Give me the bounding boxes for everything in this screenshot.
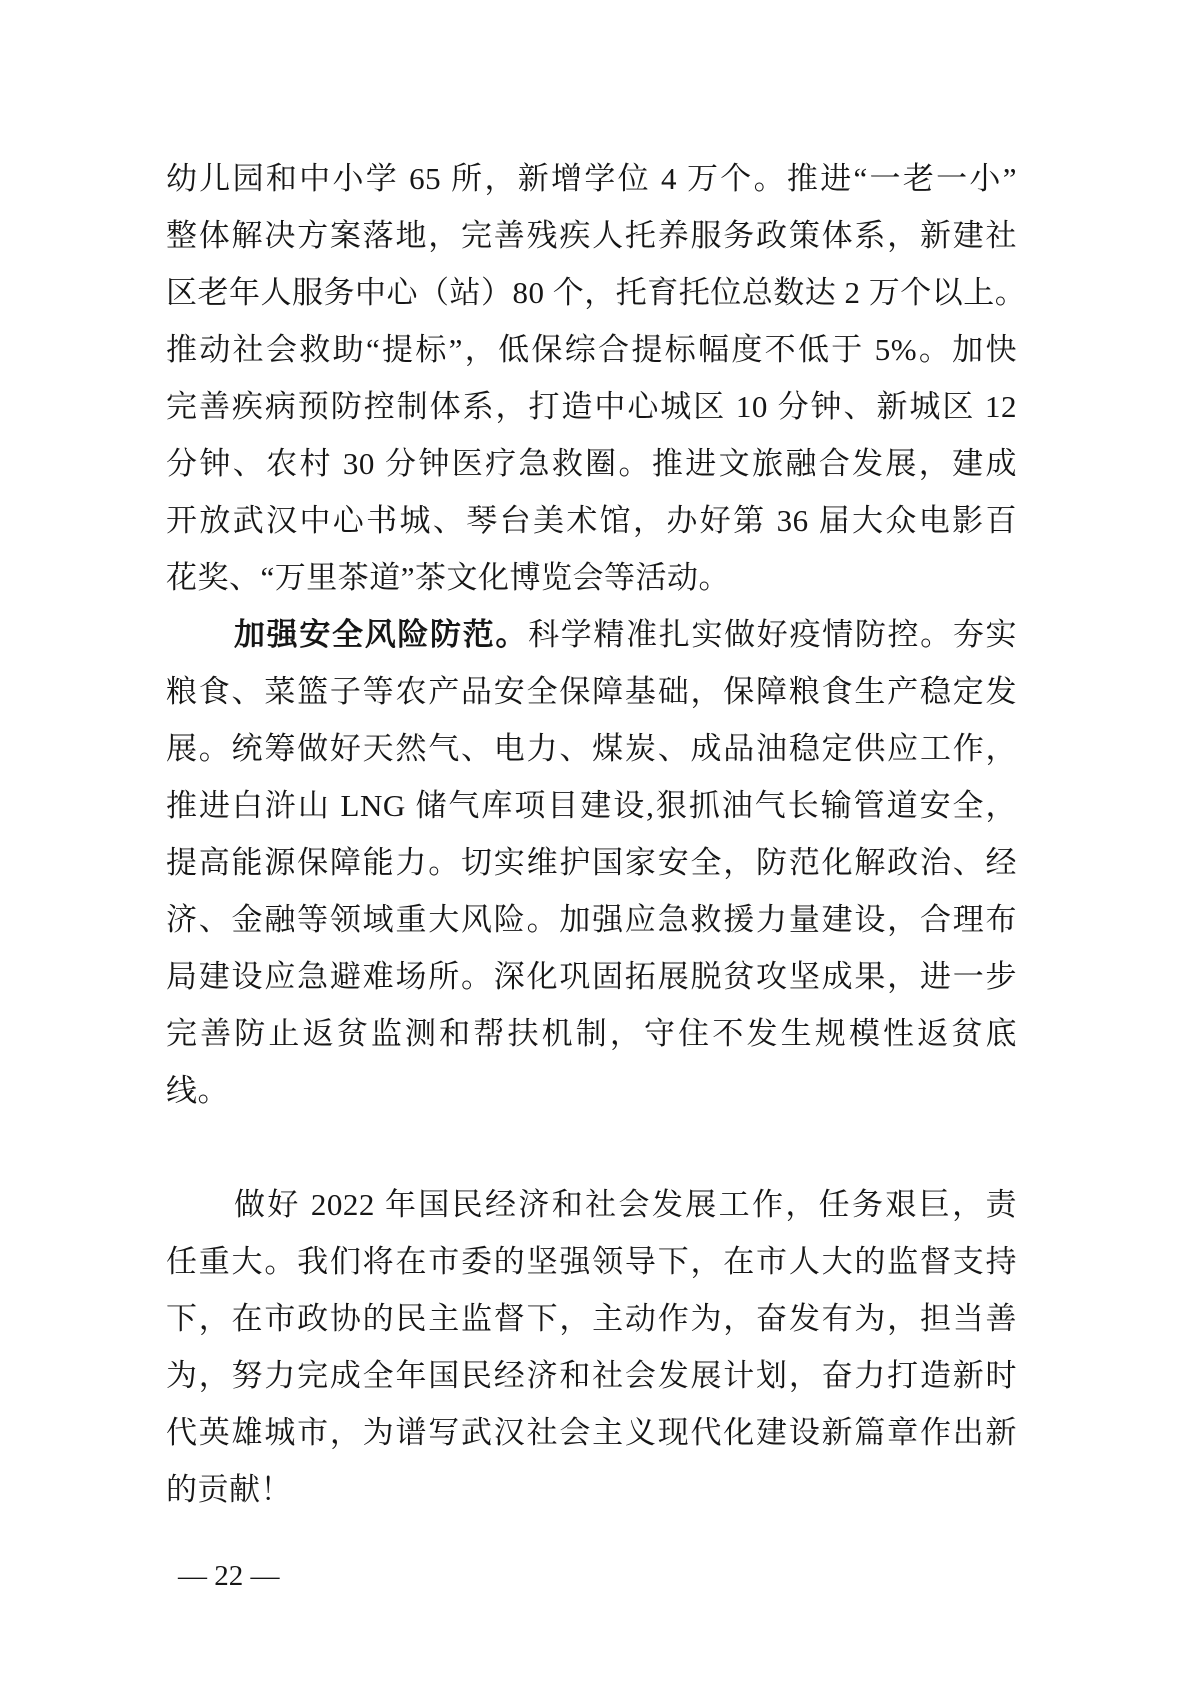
text-line (166, 891, 1017, 948)
text-segment: 幼儿园和中小学 65 所，新增学位 4 万个。推进“一老一小” (166, 161, 1017, 196)
text-segment: 粮食、菜篮子等农产品安全保障基础，保障粮食生产稳定发 (166, 674, 1017, 709)
text-line (166, 948, 1017, 1005)
document-body (166, 150, 1027, 1518)
text-line (166, 1347, 1017, 1404)
page-number: — 22 — (178, 1560, 280, 1592)
text-line (166, 720, 1017, 777)
text-line (166, 1005, 1017, 1062)
text-segment: 任重大。我们将在市委的坚强领导下，在市人大的监督支持 (166, 1244, 1017, 1279)
text-segment: 花奖、“万里茶道”茶文化博览会等活动。 (166, 560, 731, 595)
text-line (166, 1404, 1017, 1461)
text-segment: 开放武汉中心书城、琴台美术馆，办好第 36 届大众电影百 (166, 503, 1017, 538)
text-line (166, 549, 1017, 606)
text-line (166, 1176, 1017, 1233)
text-segment: 为，努力完成全年国民经济和社会发展计划，奋力打造新时 (166, 1358, 1017, 1393)
text-segment: 整体解决方案落地，完善残疾人托养服务政策体系，新建社 (166, 218, 1017, 253)
text-segment: 推动社会救助“提标”，低保综合提标幅度不低于 5%。加快 (166, 332, 1017, 367)
text-segment: 分钟、农村 30 分钟医疗急救圈。推进文旅融合发展，建成 (166, 446, 1017, 481)
text-segment: 完善疾病预防控制体系，打造中心城区 10 分钟、新城区 12 (166, 389, 1017, 424)
text-segment: 完善防止返贫监测和帮扶机制，守住不发生规模性返贫底 (166, 1016, 1017, 1051)
text-line (166, 606, 1017, 663)
text-segment: 下，在市政协的民主监督下，主动作为，奋发有为，担当善 (166, 1301, 1017, 1336)
text-line (166, 1461, 1017, 1518)
page-footer (178, 1556, 280, 1596)
text-line (166, 1290, 1017, 1347)
text-line (166, 777, 1017, 834)
text-segment: 区老年人服务中心（站）80 个，托育托位总数达 2 万个以上。 (166, 275, 1027, 310)
text-segment: 展。统筹做好天然气、电力、煤炭、成品油稳定供应工作， (166, 731, 1017, 766)
paragraph-lead-bold: 加强安全风险防范。 (234, 617, 529, 652)
text-line (166, 378, 1017, 435)
text-line (166, 834, 1017, 891)
text-segment: 局建设应急避难场所。深化巩固拓展脱贫攻坚成果，进一步 (166, 959, 1017, 994)
text-segment: 推进白浒山 LNG 储气库项目建设,狠抓油气长输管道安全， (166, 788, 1017, 823)
text-segment: 济、金融等领域重大风险。加强应急救援力量建设，合理布 (166, 902, 1017, 937)
text-segment: 的贡献！ (166, 1472, 292, 1507)
text-line (166, 207, 1017, 264)
text-line (166, 150, 1017, 207)
text-line (166, 663, 1017, 720)
text-line (166, 492, 1017, 549)
text-line (166, 321, 1017, 378)
text-line (166, 1062, 1017, 1119)
text-segment: 科学精准扎实做好疫情防控。夯实 (528, 617, 1018, 652)
text-segment: 代英雄城市，为谱写武汉社会主义现代化建设新篇章作出新 (166, 1415, 1017, 1450)
text-segment: 线。 (166, 1073, 229, 1108)
text-line (166, 264, 1027, 321)
text-segment: 提高能源保障能力。切实维护国家安全，防范化解政治、经 (166, 845, 1017, 880)
text-line (166, 435, 1017, 492)
text-segment: 做好 2022 年国民经济和社会发展工作，任务艰巨，责 (234, 1187, 1017, 1222)
text-line (166, 1233, 1017, 1290)
